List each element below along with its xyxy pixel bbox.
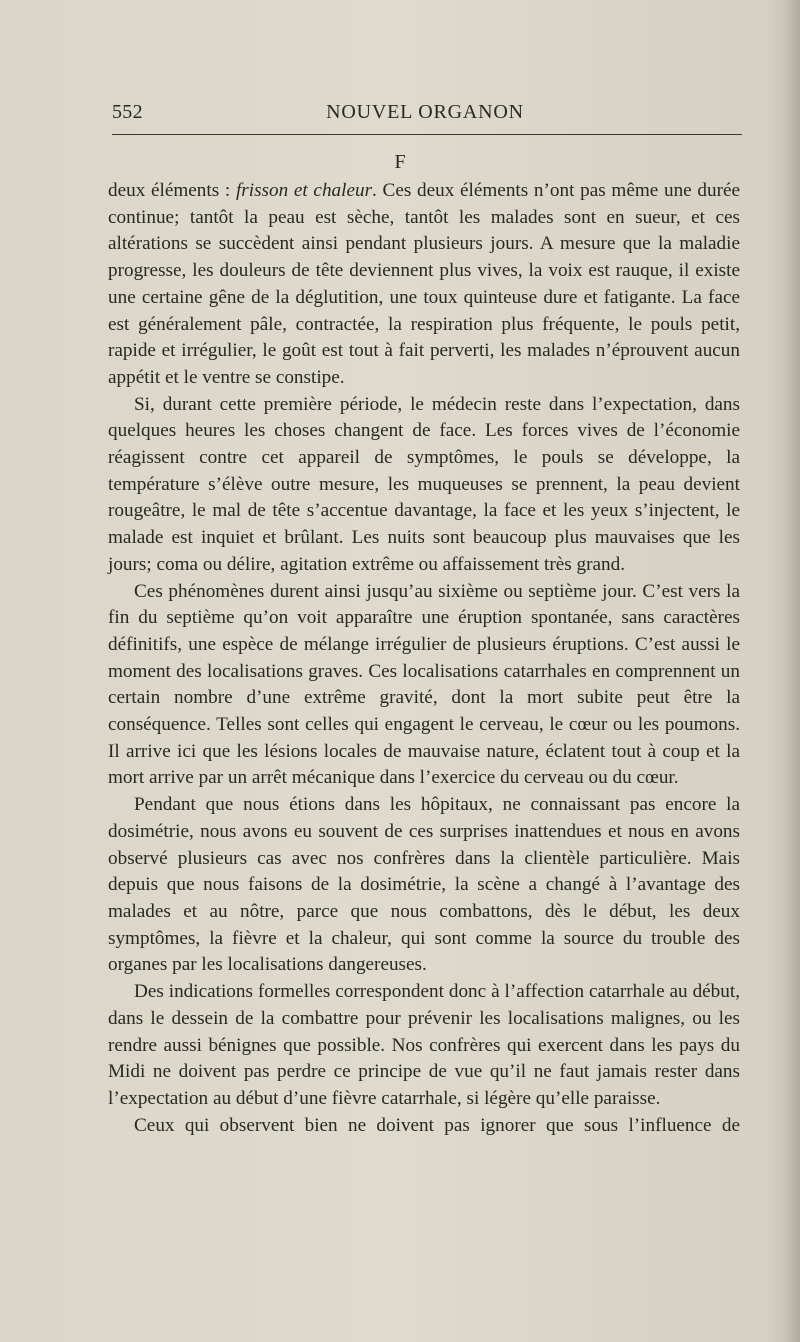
- italic-phrase: frisson et chaleur: [235, 180, 373, 201]
- paragraph: [108, 392, 740, 579]
- paragraph: [108, 178, 740, 392]
- running-title: NOUVEL ORGANON: [326, 101, 524, 123]
- signature-mark: F: [394, 151, 406, 173]
- paragraph: [108, 979, 740, 1113]
- text-run: Pendant que nous étions dans les hôpitaux, ne connaissant pas encore la dosimétrie, nous avons eu souvent de ces surprises inattendues et nous en avons observé plusieurs cas avec nos confrères dans la clientèle particulière. Mais depuis que nous faisons de la dosimétrie, la scène a changé à l’avantage des malades et au nôtre, parce que nous combattons, dès le début, les deux symptômes, la fièvre et la chaleur, qui sont comme la source du trouble des organes par les localisations dangereuses.: [108, 794, 740, 976]
- paragraph: [108, 792, 740, 979]
- text-run: Ces phénomènes durent ainsi jusqu’au sixième ou septième jour. C’est vers la fin du septième qu’on voit apparaître une éruption spontanée, sans caractères définitifs, une espèce de mélange irrégulier de plusieurs éruptions. C’est aussi le moment des localisations graves. Ces localisations catarrhales en comprennent un certain nombre d’une extrême gravité, dont la mort subite peut être la conséquence. Telles sont celles qui engagent le cerveau, le cœur ou les poumons. Il arrive ici que les lésions locales de mauvaise nature, éclatent tout à coup et la mort arrive par un arrêt mécanique dans l’exercice du cerveau ou du cœur.: [108, 580, 740, 789]
- text-run: . Ces deux éléments n’ont pas même une durée continue; tantôt la peau est sèche, tantôt les malades sont en sueur, et ces altérations se succèdent ainsi pendant plusieurs jours. A mesure que la maladie progresse, les douleurs de tête deviennent plus vives, la voix est rauque, il existe une certaine gêne de la déglutition, une toux quinteuse dure et fatigante. La face est généralement pâle, contractée, la respiration plus fréquente, le pouls petit, rapide et irrégulier, le goût est tout à fait perverti, les malades n’éprouvent aucun appétit et le ventre se constipe.: [108, 180, 740, 388]
- body-text: [108, 178, 740, 1139]
- paragraph: [108, 579, 740, 793]
- header-rule: [112, 134, 742, 135]
- paragraph: [108, 1113, 740, 1140]
- text-run: deux éléments :: [108, 180, 236, 201]
- page-number: 552: [112, 101, 143, 123]
- text-run: Si, durant cette première période, le médecin reste dans l’expectation, dans quelques heures les choses changent de face. Les forces vives de l’économie réagissent contre cet appareil de symptômes, le pouls se développe, la température s’élève outre mesure, les muqueuses se prennent, la peau devient rougeâtre, le mal de tête s’accentue davantage, la face et les yeux s’injectent, le malade est inquiet et brûlant. Les nuits sont beaucoup plus mauvaises que les jours; coma ou délire, agitation extrême ou affaissement très grand.: [108, 393, 740, 575]
- text-run: Ceux qui observent bien ne doivent pas ignorer que sous l’influence de: [134, 1114, 740, 1136]
- page-edge-shadow: [786, 0, 800, 1342]
- running-header: [112, 101, 738, 129]
- text-run: Des indications formelles correspondent donc à l’affection catarrhale au début, dans le dessein de la combattre pour prévenir les localisations malignes, ou les rendre aussi bénignes que possible. Nos confrères qui exercent dans les pays du Midi ne doivent pas perdre ce principe de vue qu’il ne faut jamais rester dans l’expectation au début d’une fièvre catarrhale, si légère qu’elle paraisse.: [108, 981, 740, 1109]
